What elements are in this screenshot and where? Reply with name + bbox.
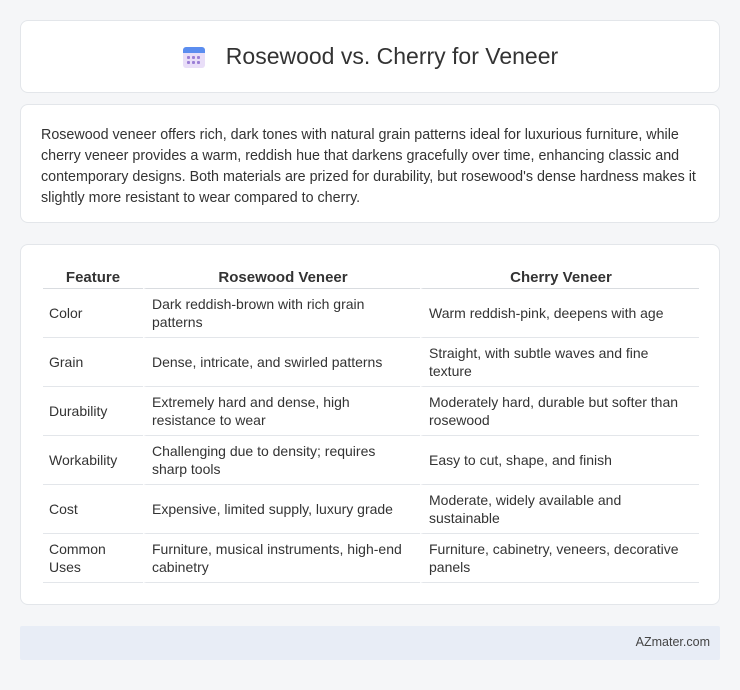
- summary-text: Rosewood veneer offers rich, dark tones with natural grain patterns ideal for luxurious furniture, while cherry veneer provides a warm, reddish hue that darkens gracefully over time, enhancing classic and contemporary designs. Both materials are prized for durability, but rosewood's dense hardness makes it slightly more resistant to wear compared to cherry.: [41, 127, 696, 206]
- table-row: [43, 534, 699, 583]
- table-row: [43, 485, 699, 534]
- summary-card: [20, 104, 720, 223]
- header-cherry: Cherry Veneer: [420, 263, 699, 289]
- table-row: [43, 289, 699, 338]
- feature-cell: Durability: [43, 387, 143, 436]
- table-row: [43, 338, 699, 387]
- page-title: Rosewood vs. Cherry for Veneer: [225, 43, 559, 69]
- header-rosewood: Rosewood Veneer: [143, 263, 420, 289]
- rosewood-cell: Challenging due to density; requires sharp tools: [143, 436, 420, 485]
- feature-cell: Cost: [43, 485, 143, 534]
- footer-brand: AZmater.com: [635, 635, 710, 649]
- footer: [20, 626, 720, 660]
- cherry-cell: Straight, with subtle waves and fine texture: [420, 338, 699, 387]
- cherry-cell: Furniture, cabinetry, veneers, decorative panels: [420, 534, 699, 583]
- rosewood-cell: Furniture, musical instruments, high-end cabinetry: [143, 534, 420, 583]
- title-card: [20, 20, 720, 93]
- rosewood-cell: Dark reddish-brown with rich grain patterns: [143, 289, 420, 338]
- table-row: [43, 436, 699, 485]
- cherry-cell: Moderately hard, durable but softer than rosewood: [420, 387, 699, 436]
- cherry-cell: Moderate, widely available and sustainable: [420, 485, 699, 534]
- feature-cell: Workability: [43, 436, 143, 485]
- cherry-cell: Warm reddish-pink, deepens with age: [420, 289, 699, 338]
- rosewood-cell: Dense, intricate, and swirled patterns: [143, 338, 420, 387]
- feature-cell: Common Uses: [43, 534, 143, 583]
- table-row: [43, 387, 699, 436]
- feature-cell: Grain: [43, 338, 143, 387]
- feature-cell: Color: [43, 289, 143, 338]
- comparison-card: [20, 244, 720, 605]
- rosewood-cell: Expensive, limited supply, luxury grade: [143, 485, 420, 534]
- header-feature: Feature: [43, 263, 143, 289]
- calendar-icon: [182, 45, 206, 69]
- table-header-row: [43, 263, 699, 289]
- rosewood-cell: Extremely hard and dense, high resistance to wear: [143, 387, 420, 436]
- comparison-table: [43, 263, 699, 583]
- cherry-cell: Easy to cut, shape, and finish: [420, 436, 699, 485]
